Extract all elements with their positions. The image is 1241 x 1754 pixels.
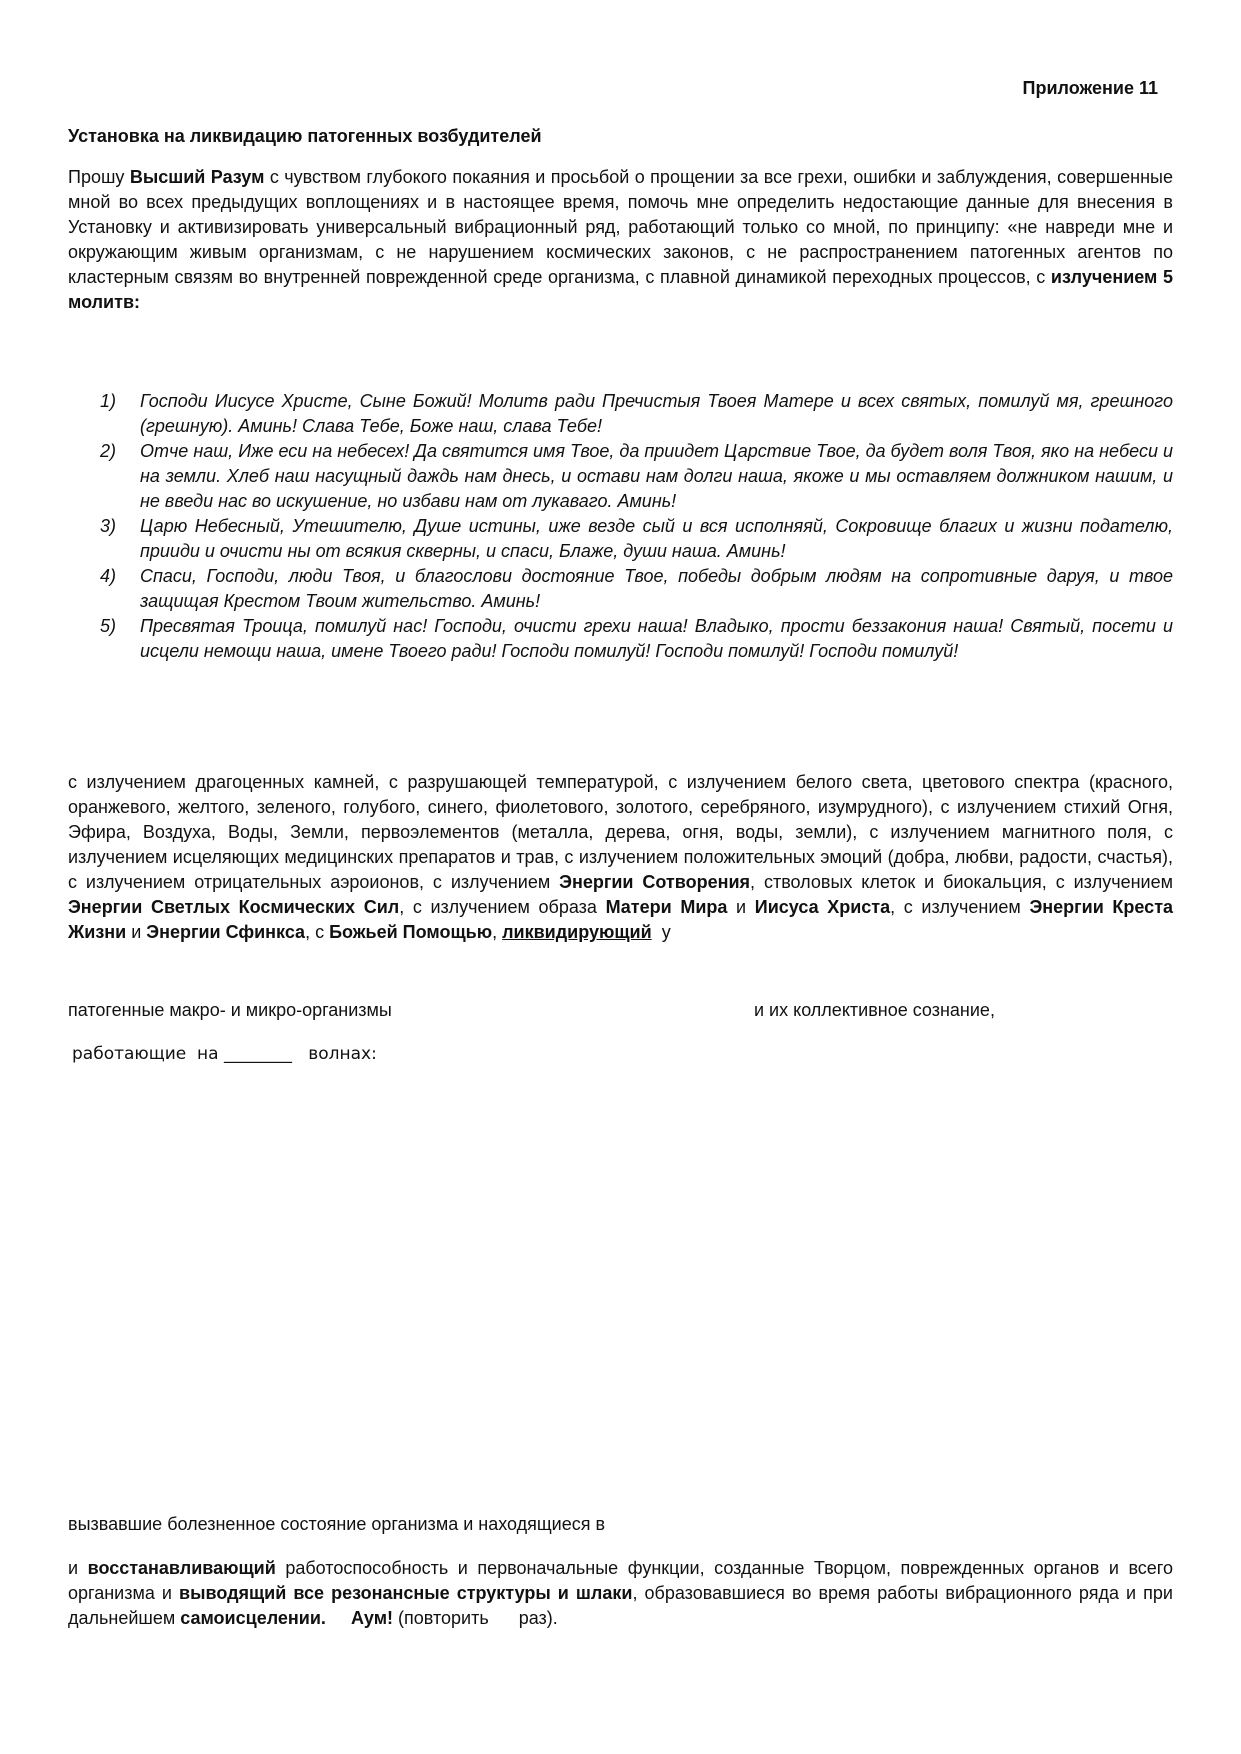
radiation-text: , с <box>305 922 330 942</box>
radiation-text: , с излучением <box>890 897 1030 917</box>
prayer-text: Царю Небесный, Утешителю, Душе истины, иже везде сый и вся исполняяй, Сокровище благих и жизни подателю, прииди и очисти ны от всякия скверны, и спаси, Блаже, души наша. Аминь! <box>140 516 1173 561</box>
intro-bold-higher-mind: Высший Разум <box>129 167 265 187</box>
bold-energy-sphinx: Энергии Сфинкса <box>146 922 306 942</box>
prayer-item <box>100 439 1173 514</box>
waves-line <box>72 1044 377 1064</box>
bold-aum: Аум! <box>350 1608 394 1628</box>
bold-energy-cross-life: Энергии Креста Жизни <box>68 897 1174 942</box>
prayer-number: 2) <box>100 441 117 461</box>
radiation-text: и <box>126 922 147 942</box>
appendix-label: Приложение 11 <box>1022 78 1158 98</box>
organisms-left-text: патогенные макро- и микро-организмы <box>68 1000 392 1020</box>
intro-text: Прошу <box>68 167 130 187</box>
radiation-text: , <box>492 922 503 942</box>
bold-restoring: восстанавливающий <box>87 1558 276 1578</box>
waves-blank-field[interactable]: ________ <box>224 1044 292 1064</box>
intro-text: с чувством глубокого покаяния и просьбой о прощении за все грехи, ошибки и заблуждения, совершенные мной во всех предыдущих воплощениях и в настоящее время, помочь мне определить недостающие данные для внесения в Установку и активизировать универсальный вибрационный ряд, работающий только со мной, по принципу: «не навреди мне и окружающим живым организмам, с не нарушением космических законов, с не распространением патогенных агентов по кластерным связям во внутренней поврежденной среде организма, с плавной динамикой переходных процессов, с <box>68 167 1173 287</box>
prayer-number: 5) <box>100 616 117 636</box>
prayers-list <box>100 389 1173 664</box>
prayer-item <box>100 614 1173 664</box>
prayer-text: Господи Иисусе Христе, Сыне Божий! Молитв ради Пречистыя Твоея Матере и всех святых, помилуй мя, грешного (грешную). Аминь! Слава Тебе, Боже наш, слава Тебе! <box>140 391 1173 436</box>
radiation-text: с излучением драгоценных камней, с разрушающей температурой, с излучением белого света, цветового спектра (красного, оранжевого, желтого, зеленого, голубого, синего, фиолетового, золотого, серебряного, изумрудного), с излучением стихий Огня, Эфира, Воздуха, Воды, Земли, первоэлементов (металла, дерева, огня, воды, земли), с излучением магнитного поля, с излучением исцеляющих медицинских препаратов и трав, с излучением положительных эмоций (добра, любви, радости, счастья), с излучением отрицательных аэроионов, с излучением <box>68 772 1173 892</box>
bold-jesus-christ: Иисуса Христа <box>754 897 891 917</box>
restore-text: и <box>68 1558 88 1578</box>
prayer-item <box>100 514 1173 564</box>
restore-text: работоспособность и первоначальные функции, созданные Творцом, поврежденных органов и всего организма и <box>68 1558 1173 1603</box>
radiation-text: , стволовых клеток и биокальция, с излучением <box>750 872 1174 892</box>
restore-text: , образовавшиеся во время работы вибрационного ряда и при дальнейшем <box>68 1583 1173 1628</box>
radiation-paragraph <box>68 770 1173 945</box>
spacer <box>326 1608 351 1628</box>
bold-gods-help: Божьей Помощью <box>329 922 493 942</box>
intro-paragraph <box>68 165 1173 315</box>
prayer-text: Пресвятая Троица, помилуй нас! Господи, очисти грехи наша! Владыко, прости беззакония наша! Святый, посети и исцели немощи наша, имене Твоего ради! Господи помилуй! Господи помилуй! Господи помилуй! <box>140 616 1173 661</box>
radiation-text: и <box>727 897 755 917</box>
bold-energy-creation: Энергии Сотворения <box>559 872 751 892</box>
prayer-text: Спаси, Господи, люди Твоя, и благослови достояние Твое, победы добрым людям на сопротивные даруя, и твое защищая Крестом Твоим жительство. Аминь! <box>140 566 1173 611</box>
organisms-right-text: и их коллективное сознание, <box>754 1000 995 1020</box>
document-title: Установка на ликвидацию патогенных возбудителей <box>68 126 542 146</box>
restore-text-repeat: (повторить раз). <box>393 1608 558 1628</box>
bold-self-healing: самоисцелении. <box>180 1608 326 1628</box>
prayer-number: 1) <box>100 391 117 411</box>
bold-removing-structures: выводящий все резонансные структуры и шлаки <box>179 1583 633 1603</box>
prayer-item <box>100 389 1173 439</box>
waves-prefix: работающие на <box>72 1044 219 1064</box>
radiation-text: , с излучением образа <box>399 897 606 917</box>
prayer-item <box>100 564 1173 614</box>
prayer-text: Отче наш, Иже еси на небесех! Да святится имя Твое, да приидет Царствие Твое, да будет воля Твоя, яко на небеси и на земли. Хлеб наш насущный даждь нам днесь, и остави нам долги наша, якоже и мы оставляем должником нашим, и не введи нас во искушение, но избави нам от лукаваго. Аминь! <box>140 441 1173 511</box>
caused-line: вызвавшие болезненное состояние организма и находящиеся в <box>68 1514 606 1534</box>
bold-mother-world: Матери Мира <box>605 897 728 917</box>
prayer-number: 4) <box>100 566 117 586</box>
restore-paragraph <box>68 1556 1173 1631</box>
waves-suffix: волнах: <box>308 1044 377 1064</box>
bold-energy-cosmic-forces: Энергии Светлых Космических Сил <box>68 897 400 917</box>
intro-bold-prayers: излучением 5 молитв: <box>68 267 1174 312</box>
underlined-liquidating: ликвидирующий <box>502 922 652 942</box>
prayer-number: 3) <box>100 516 117 536</box>
radiation-text: у <box>651 922 671 942</box>
